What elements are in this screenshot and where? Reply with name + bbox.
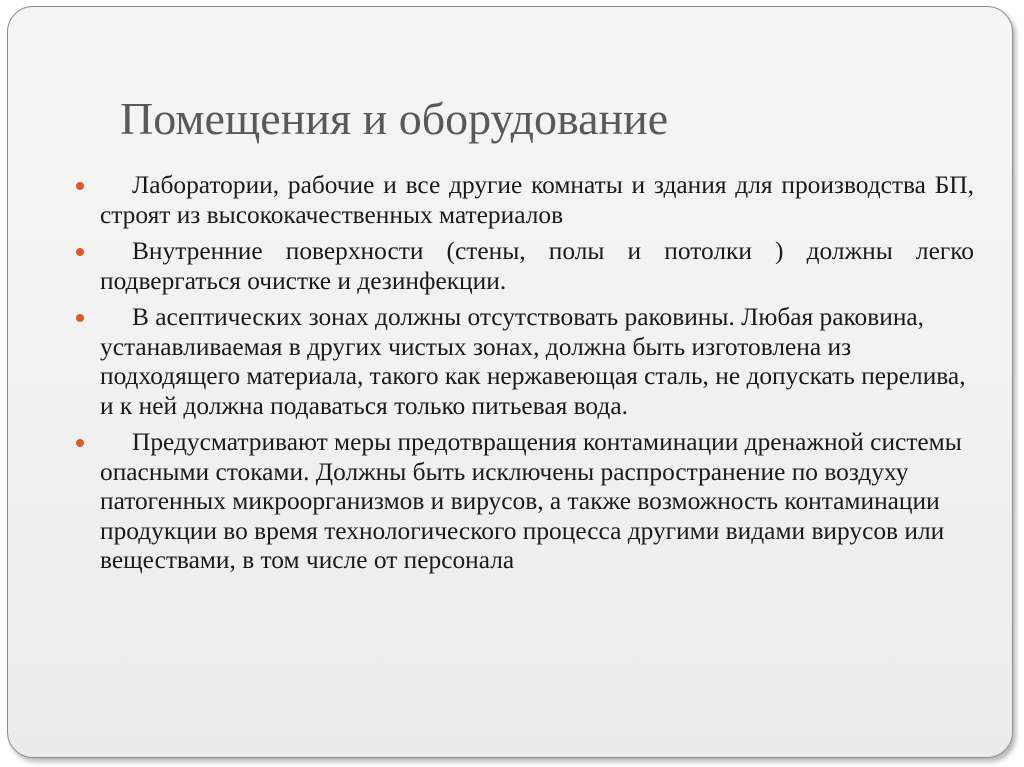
bullet-dot-icon bbox=[76, 439, 84, 447]
bullet-dot-icon bbox=[76, 248, 84, 256]
bullet-item bbox=[100, 237, 974, 296]
bullet-text: В асептических зонах должны отсутствовать раковины. Любая раковина, устанавливаемая в других чистых зонах, должна быть изготовлена из подходящего материала, такого как нержавеющая сталь, не допускать перелива, и к ней должна подаваться только питьевая вода. bbox=[100, 303, 966, 420]
bullet-item bbox=[100, 171, 974, 230]
bullet-item bbox=[100, 303, 974, 421]
bullet-item bbox=[100, 428, 974, 576]
bullet-dot-icon bbox=[76, 182, 84, 190]
slide-frame bbox=[7, 6, 1013, 758]
bullet-list bbox=[100, 171, 974, 583]
bullet-text: Внутренние поверхности (стены, полы и потолки ) должны легко подвергаться очистке и дезинфекции. bbox=[100, 237, 974, 295]
bullet-dot-icon bbox=[76, 314, 84, 322]
slide-title: Помещения и оборудование bbox=[120, 93, 669, 144]
bullet-text: Предусматривают меры предотвращения контаминации дренажной системы опасными стоками. Должны быть исключены распространение по воздуху патогенных микроорганизмов и вирусов, а также возможность контаминации продукции во время технологического процесса другими видами вирусов или веществами, в том числе от персонала bbox=[100, 428, 962, 574]
bullet-text: Лаборатории, рабочие и все другие комнаты и здания для производства БП, строят из высококачественных материалов bbox=[100, 171, 974, 229]
